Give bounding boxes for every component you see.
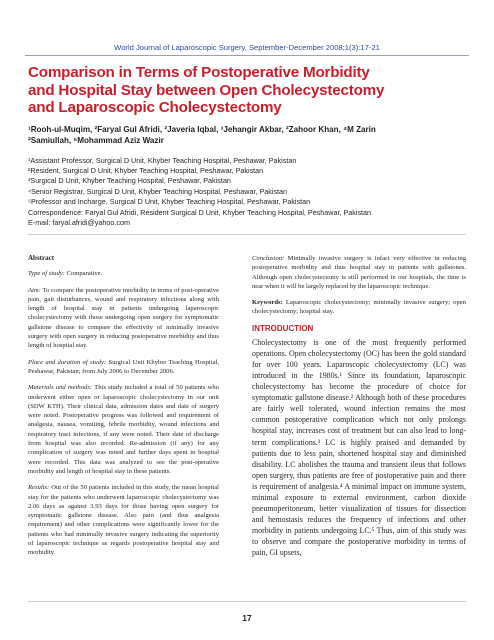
affiliation-item: ³Surgical D Unit, Khyber Teaching Hospital, Peshawar, Pakistan xyxy=(28,176,231,186)
title-line: and Laparoscopic Cholecystectomy xyxy=(28,99,282,116)
abstract-heading: Abstract xyxy=(28,254,55,262)
introduction-heading: INTRODUCTION xyxy=(252,323,314,333)
journal-header: World Journal of Laparoscopic Surgery, September-December 2008;1(3):17-21 xyxy=(114,43,380,52)
abstract-text: To compare the postoperative morbidity in terms of post-operative pain, gait disturbances, wound and respiratory infections along with length of hospital stay in patients undergoing laparoscopic cholecystectomy with those undergoing open surgery for symptomatic gallstone disease to compare the effectivity of minimally invasive surgery with open surgery in reducing postoperative morbidity and thus length of hospital stay. xyxy=(28,286,220,350)
abstract-type xyxy=(28,269,219,278)
abstract-label: Aim: xyxy=(28,286,41,294)
abstract-conclusion xyxy=(252,254,466,291)
keywords-text: Laparoscopic cholecystectomy; minimally invasive surgery; open cholecystectomy; hospital stay. xyxy=(252,299,466,316)
affiliation-item: ¹Assistant Professor, Surgical D Unit, Khyber Teaching Hospital, Peshawar, Pakistan xyxy=(28,156,297,165)
introduction-text: Cholecystectomy is one of the most frequently performed operations. Open cholecystectomy (OC) has been the gold standard for over 100 years. Laparoscopic cholecystectomy (LC) was introduced in the 1980s.¹ Since its foundation, laparoscopic cholecystectomy has become the procedure of choice for symptomatic gallstone disease.² Although both of these procedures are fairly well tolerated, wound infection remains the most common postoperative complication which not only prolongs hospital stay, increases cost of treatment but can also lead to long-term complications.³ LC is highly praised and demanded by patients due to less pain, shortened hospital stay and diminished disability. LC abolishes the trauma and transient ileus that follows open surgery, thus patients are free of postoperative pain and there is requirement of analgesia.⁴ A minimal impact on immune system, minimal exposure to external environment, carbon dioxide pneumoperitoneum, better visualization of tissues for dissection and hemostasis reduces the frequency of infections and other morbidity in patients undergoing LC.⁵ Thus, aim of this study was to observe and compare the postoperative morbidity in terms of pain, GI upsets, xyxy=(252,338,466,557)
affiliation-list xyxy=(28,156,473,207)
author-list xyxy=(28,125,473,146)
title-line: and Hospital Stay between Open Cholecystectomy xyxy=(28,81,385,99)
abstract-results xyxy=(28,483,219,557)
keywords-label: Keywords: xyxy=(252,299,283,307)
section-divider xyxy=(28,234,466,235)
page-number: 17 xyxy=(242,613,252,623)
title-line: Comparison in Terms of Postoperative Morbidity xyxy=(28,64,370,81)
abstract-place xyxy=(28,358,219,377)
header-divider xyxy=(25,55,469,56)
affiliation-item: ⁵Professor and Incharge, Surgical D Unit, Khyber Teaching Hospital, Peshawar, Pakistan xyxy=(28,196,311,206)
author-line: ²Samiullah, ⁵Mohammad Aziz Wazir xyxy=(28,135,164,145)
article-title xyxy=(28,64,473,117)
abstract-keywords xyxy=(252,298,466,317)
abstract-label: Materials and methods: xyxy=(28,384,93,392)
abstract-text: Comparative. xyxy=(66,270,103,278)
correspondence-line: Correspondence: Faryal Gul Afridi, Resident Surgical D Unit, Khyber Teaching Hospital, Peshawar, Pakistan xyxy=(28,208,372,217)
abstract-text: Surgical Unit Khyber Teaching Hospital, Peshawar, Pakistan; from July 2006 to December 2006. xyxy=(28,358,220,375)
abstract-methods xyxy=(28,383,219,476)
abstract-text: This study included a total of 50 patients who underwent either open or laparoscopic cholecystectomy in our unit (SDW KTH). Their clinical data, admission dates and date of surgery were noted. Postoperative progress was followed and requirement of analgesia, nausea, vomiting, febrile morbidity, wound infections and respiratory tract infections, if any were noted. Their date of discharge from hospital was also recorded. Re-admission (if any) for any complication of surgery was noted and further days spent in hospital were recorded. This data was analyzed to see the post-operative morbidity and length of hospital stay in these patients. xyxy=(28,384,219,475)
footer-divider xyxy=(28,601,466,602)
abstract-label: Results: xyxy=(28,484,50,492)
abstract-text: Out of the 50 patients included in this study, the mean hospital stay for the patients who underwent laparoscopic cholecystectomy was 2.06 days as against 3.93 days for those having open surgery for symptomatic gallstone disease. Also pain (and thus analgesia requirement) and other complications were significantly lower for the patients who had minimally invasive surgery indicating the superiority of laparoscopic technique as regards postoperative hospital stay and morbidity. xyxy=(28,484,219,557)
abstract-label: Conclusion: xyxy=(252,255,285,262)
right-column xyxy=(252,254,466,558)
abstract-aim xyxy=(28,286,219,351)
correspondence-block xyxy=(28,208,473,228)
abstract-label: Place and duration of study: xyxy=(28,358,107,366)
affiliation-item: ²Resident, Surgical D Unit, Khyber Teaching Hospital, Peshawar, Pakistan xyxy=(28,166,264,176)
abstract-column xyxy=(28,254,219,565)
affiliation-item: ⁴Senior Registrar, Surgical D Unit, Khyber Teaching Hospital, Peshawar, Pakistan xyxy=(28,186,288,196)
correspondence-email[interactable]: E-mail: faryal.afridi@yahoo.com xyxy=(28,218,130,228)
abstract-label: Type of study: xyxy=(28,270,65,278)
abstract-text: Minimally invasive surgery is infact very effective in reducing postoperative morbidity and thus hospital stay in patients with gallstones. Although open cholecystectomy is still performed in our hospitals, the time is near when it will be largely replaced by the laparoscopic technique. xyxy=(252,255,466,290)
author-line: ¹Rooh-ul-Muqim, ²Faryal Gul Afridi, ²Javeria Iqbal, ³Jehangir Akbar, ²Zahoor Khan, ⁴M Zarin xyxy=(28,125,376,134)
